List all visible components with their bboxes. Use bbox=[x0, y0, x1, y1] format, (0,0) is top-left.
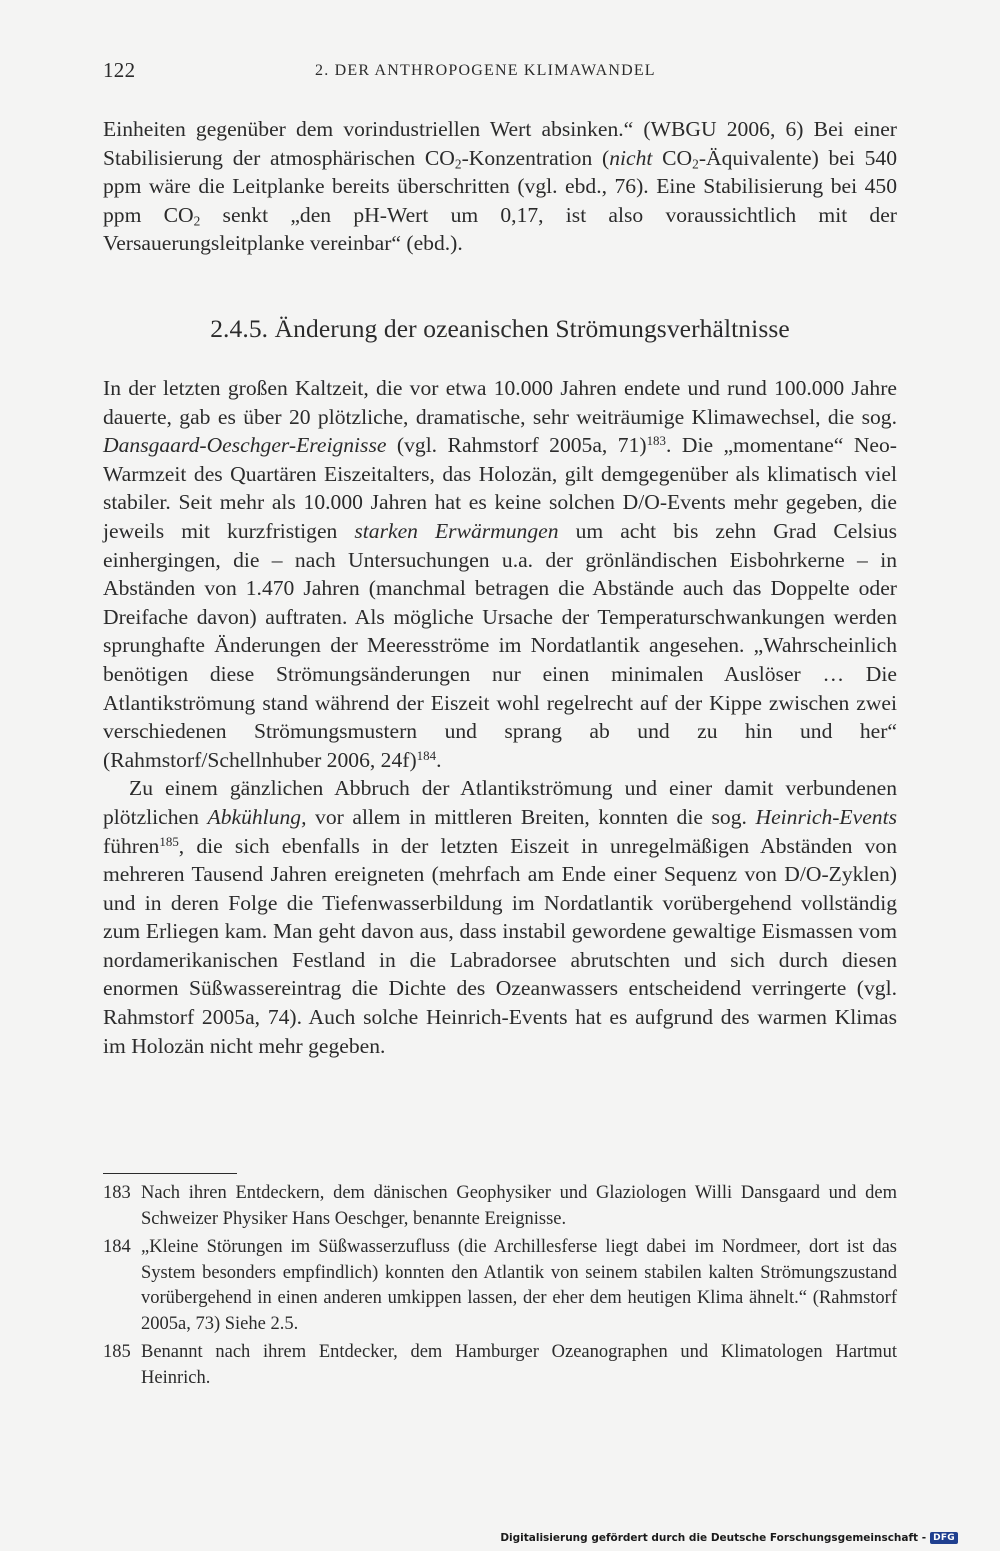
footnotes bbox=[103, 1181, 897, 1394]
page-header bbox=[103, 58, 897, 88]
footnote-ref-185[interactable]: 185 bbox=[159, 833, 179, 849]
footnote-number: 185 bbox=[103, 1342, 131, 1362]
footnote-separator bbox=[103, 1173, 237, 1174]
footnote-text: Nach ihren Entdeckern, dem dänischen Geophysiker und Glaziologen Willi Dansgaard und dem Schweizer Physiker Hans Oeschger, benannte Ereignisse. bbox=[141, 1183, 897, 1229]
intro-paragraph: Einheiten gegenüber dem vorindustriellen Wert absinken.“ (WBGU 2006, 6) Bei einer Stabilisierung der atmosphärischen $CO_2$-Konzentration (nicht $CO_2-Äquivalente$) bei 540 ppm wäre die Leitplanke bereits überschritten (vgl. ebd., 76). Eine Stabilisierung bei 450 ppm $CO_2$ senkt „den pH-Wert um 0,17, ist also voraussichtlich mit der Versauerungsleitplanke vereinbar“ (ebd.). bbox=[103, 117, 898, 256]
paragraph-1: In der letzten großen Kaltzeit, die vor etwa 10.000 Jahren endete und rund 100.000 Jahre dauerte, gab es über 20 plötzliche, dramatische, sehr weiträumige Klimawechsel, die sog. Dansgaard-Oeschger-Ereignisse (vgl. Rahmstorf 2005a, 71)$^{183}$. Die „momentane“ Neo-Warmzeit des Quartären Eiszeitalters, das Holozän, gilt demgegenüber als klimatisch viel stabiler. Seit mehr als 10.000 Jahren hat es keine solchen D/O-Events mehr gegeben, die jeweils mit kurzfristigen starken Erwärmungen um acht bis zehn Grad Celsius einhergingen, die – nach Untersuchungen u.a. der grönländischen Eisbohrkerne – in Abständen von 1.470 Jahren (manchmal betragen die Abstände auch das Doppelte oder Dreifache davon) auftraten. Als mögliche Ursache der Temperaturschwankungen werden sprunghafte Änderungen der Meeresströme im Nordatlantik angesehen. „Wahrscheinlich benötigen diese Strömungsänderungen nur einen minimalen Auslöser … Die Atlantikströmung stand während der Eiszeit wohl regelrecht auf der Kippe zwischen zwei verschiedenen Strömungsmustern und sprang ab und zu hin und her“ (Rahmstorf/Schellnhuber 2006, 24f)$^{184}$. bbox=[103, 376, 897, 772]
paragraph-2: Zu einem gänzlichen Abbruch der Atlantikströmung und einer damit verbundenen plötzlichen Abkühlung, vor allem in mittleren Breiten, konnten die sog. Heinrich-Events führen$^{185}$, die sich ebenfalls in der letzten Eiszeit in unregelmäßigen Abständen von mehreren Tausend Jahren ereigneten (mehrfach am Ende einer Sequenz von D/O-Zyklen) und in deren Folge die Tiefenwasserbildung im Nordatlantik vorübergehend vollständig zum Erliegen kam. Man geht davon aus, dass instabil gewordene gewaltige Eismassen vom nordamerikanischen Festland in die Labradorsee abrutschten und sich durch diesen enormen Süßwassereintrag die Dichte des Ozeanwassers entscheidend verringerte (vgl. Rahmstorf 2005a, 74). Auch solche Heinrich-Events hat es aufgrund des warmen Klimas im Holozän nicht mehr gegeben. bbox=[103, 776, 897, 1058]
credit-text: Digitalisierung gefördert durch die Deutsche Forschungsgemeinschaft - bbox=[500, 1532, 927, 1544]
footnote-text: „Kleine Störungen im Süßwasserzufluss (die Archillesferse liegt dabei im Nordmeer, dort ist das System besonders empfindlich) konnten den Atlantik von seinem stabilen kalten Strömungszustand vorübergehend in einen anderen umkippen lassen, der eher dem heutigen Klima ähnelt.“ (Rahmstorf 2005a, 73) Siehe 2.5. bbox=[141, 1237, 897, 1334]
footnote-184 bbox=[103, 1235, 897, 1337]
digitization-credit bbox=[500, 1532, 958, 1544]
footnote-number: 183 bbox=[103, 1183, 131, 1203]
section-body bbox=[103, 374, 897, 1060]
footnote-number: 184 bbox=[103, 1237, 131, 1257]
footnote-ref-184[interactable]: 184 bbox=[416, 747, 437, 763]
footnote-ref-183[interactable]: 183 bbox=[646, 433, 666, 449]
footnote-183 bbox=[103, 1181, 897, 1232]
running-head: 2. DER ANTHROPOGENE KLIMAWANDEL bbox=[315, 62, 656, 79]
section-heading: 2.4.5. Änderung der ozeanischen Strömungsverhältnisse bbox=[210, 314, 790, 343]
footnote-185 bbox=[103, 1340, 897, 1391]
footnote-text: Benannt nach ihrem Entdecker, dem Hamburger Ozeanographen und Klimatologen Hartmut Heinrich. bbox=[141, 1342, 897, 1388]
page-number: 122 bbox=[103, 58, 136, 82]
dfg-logo-icon: DFG bbox=[930, 1532, 958, 1544]
